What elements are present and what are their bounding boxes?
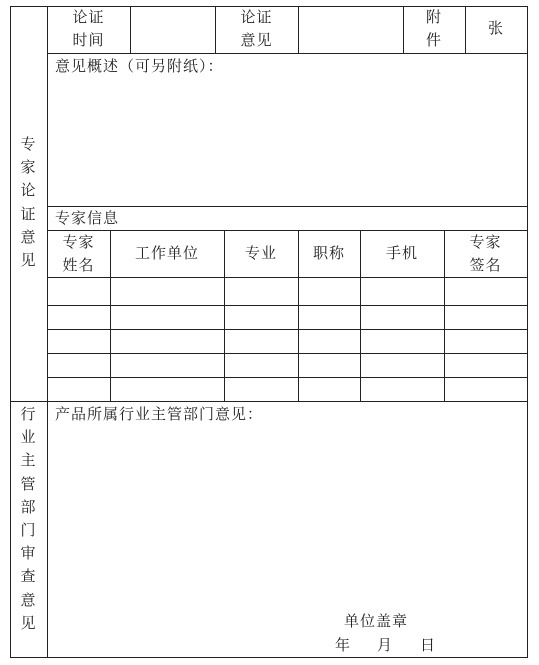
col-major: 专业 [244, 244, 277, 262]
border-right [527, 6, 528, 658]
opinion-label-line2: 意见 [240, 31, 273, 49]
stamp-label: 单位盖章 [344, 612, 409, 630]
date-month: 月 [377, 636, 394, 654]
industry-opinion-area[interactable] [48, 427, 527, 607]
col-unit: 工作单位 [134, 244, 199, 262]
border-left [10, 6, 11, 658]
attach-label-line1: 附 [425, 8, 442, 26]
opinion-value-cell[interactable] [299, 7, 403, 53]
table-row[interactable] [48, 378, 527, 401]
industry-side-label: 行业主管部门审查意见 [20, 405, 36, 632]
industry-opinion-label: 产品所属行业主管部门意见： [55, 405, 264, 423]
date-day: 日 [420, 636, 437, 654]
sheets-label: 张 [487, 19, 504, 37]
col-phone: 手机 [385, 244, 418, 262]
attach-label-line2: 件 [425, 31, 442, 49]
time-label-line2: 时间 [72, 31, 105, 49]
col-name-line2: 姓名 [62, 256, 95, 274]
header-row-bottom [47, 53, 528, 54]
col-title: 职称 [312, 244, 345, 262]
summary-area[interactable] [48, 78, 527, 206]
opinion-label-line1: 论证 [240, 8, 273, 26]
expert-section-bottom [10, 401, 528, 402]
col-name-line1: 专家 [62, 233, 95, 251]
summary-label: 意见概述（可另附纸）： [55, 57, 224, 75]
time-value-cell[interactable] [131, 7, 215, 53]
summary-bottom [47, 206, 528, 207]
col-sign-line1: 专家 [469, 233, 502, 251]
table-row[interactable] [48, 306, 527, 329]
table-row[interactable] [48, 354, 527, 377]
table-row[interactable] [48, 330, 527, 353]
border-bottom [10, 657, 528, 658]
expert-side-label: 专家论证意见 [20, 135, 36, 270]
table-row[interactable] [48, 278, 527, 305]
info-label: 专家信息 [55, 209, 120, 227]
time-label-line1: 论证 [72, 8, 105, 26]
date-year: 年 [335, 636, 352, 654]
col-sign-line2: 签名 [469, 256, 502, 274]
